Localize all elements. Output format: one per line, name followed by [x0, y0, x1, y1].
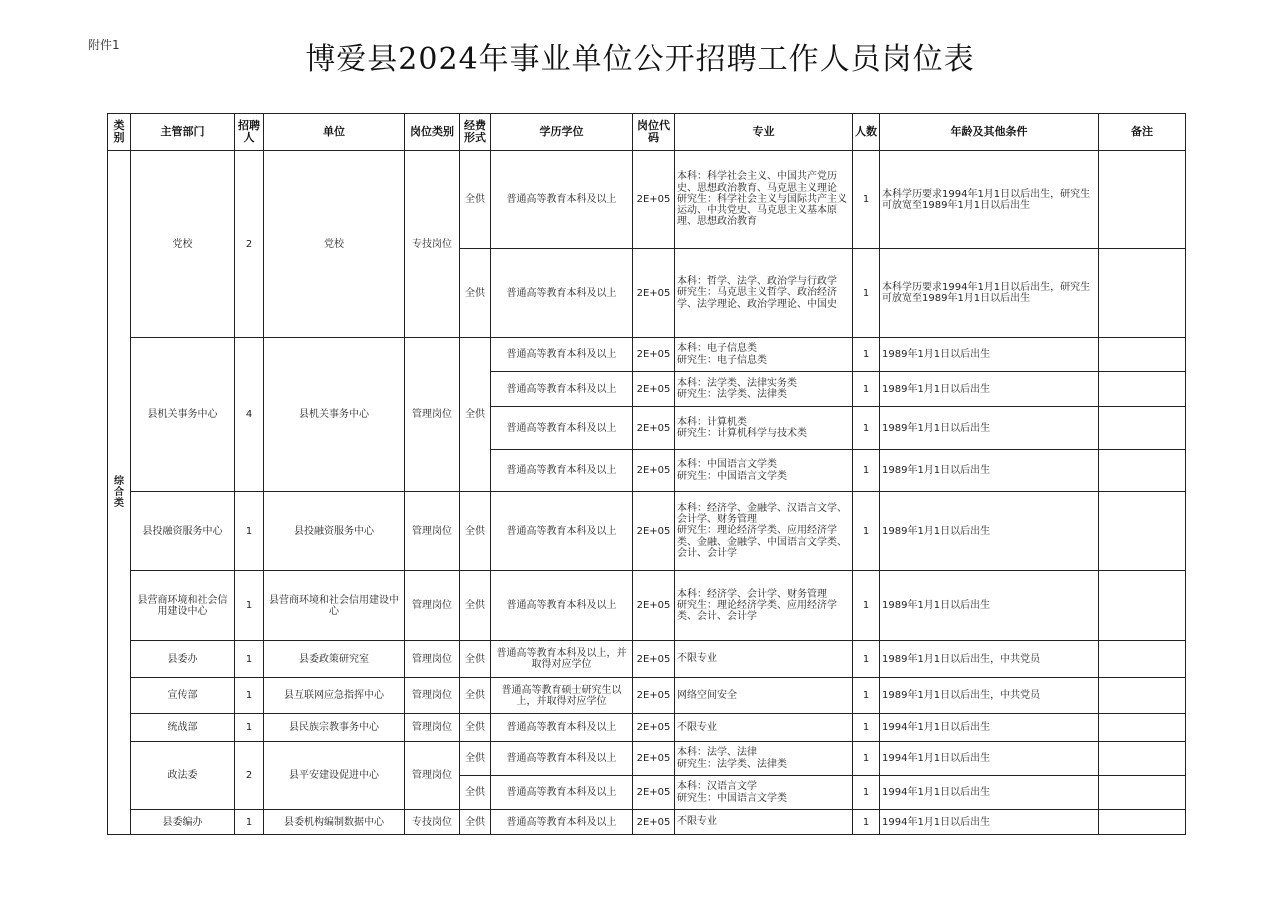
- dept-cell: 县委编办: [131, 810, 235, 835]
- note-cell: [1099, 338, 1186, 372]
- recruit-cell: 1: [235, 492, 264, 571]
- funding-cell: 全供: [460, 151, 491, 249]
- header-code: 岗位代码: [633, 114, 675, 151]
- edu-cell: 普通高等教育本科及以上: [491, 407, 633, 450]
- header-unit: 单位: [264, 114, 405, 151]
- unit-cell: 县机关事务中心: [264, 338, 405, 492]
- note-cell: [1099, 372, 1186, 407]
- major-cell: 网络空间安全: [675, 678, 853, 714]
- edu-cell: 普通高等教育本科及以上: [491, 249, 633, 338]
- header-row: [108, 114, 1186, 151]
- count-cell: 1: [853, 641, 880, 678]
- count-cell: 1: [853, 678, 880, 714]
- major-cell: 本科：经济学、会计学、财务管理 研究生：理论经济学类、应用经济学类、会计、会计学: [675, 571, 853, 641]
- code-cell: 2E+05: [633, 810, 675, 835]
- unit-cell: 县互联网应急指挥中心: [264, 678, 405, 714]
- edu-cell: 普通高等教育本科及以上: [491, 810, 633, 835]
- code-cell: 2E+05: [633, 678, 675, 714]
- count-cell: 1: [853, 338, 880, 372]
- table-row: [108, 338, 1186, 372]
- code-cell: 2E+05: [633, 372, 675, 407]
- unit-cell: 党校: [264, 151, 405, 338]
- note-cell: [1099, 151, 1186, 249]
- header-cond: 年龄及其他条件: [880, 114, 1099, 151]
- cond-cell: 1989年1月1日以后出生: [880, 450, 1099, 492]
- post-type-cell: 管理岗位: [405, 492, 460, 571]
- code-cell: 2E+05: [633, 407, 675, 450]
- funding-cell: 全供: [460, 641, 491, 678]
- code-cell: 2E+05: [633, 249, 675, 338]
- post-type-cell: 管理岗位: [405, 338, 460, 492]
- count-cell: 1: [853, 742, 880, 776]
- cond-cell: 1989年1月1日以后出生: [880, 571, 1099, 641]
- funding-cell: 全供: [460, 742, 491, 776]
- major-cell: 本科：科学社会主义、中国共产党历史、思想政治教育、马克思主义理论 研究生：科学社会主义与国际共产主义运动、中共党史、马克思主义基本原理、思想政治教育: [675, 151, 853, 249]
- cond-cell: 1994年1月1日以后出生: [880, 810, 1099, 835]
- header-major: 专业: [675, 114, 853, 151]
- recruit-cell: 1: [235, 571, 264, 641]
- dept-cell: 县投融资服务中心: [131, 492, 235, 571]
- note-cell: [1099, 492, 1186, 571]
- edu-cell: 普通高等教育本科及以上: [491, 571, 633, 641]
- major-cell: 本科：汉语言文学 研究生：中国语言文学类: [675, 776, 853, 810]
- table-row: [108, 571, 1186, 641]
- count-cell: 1: [853, 810, 880, 835]
- cond-cell: 1989年1月1日以后出生: [880, 407, 1099, 450]
- funding-cell: 全供: [460, 571, 491, 641]
- note-cell: [1099, 571, 1186, 641]
- recruit-cell: 4: [235, 338, 264, 492]
- dept-cell: 统战部: [131, 714, 235, 742]
- edu-cell: 普通高等教育硕士研究生以上，并取得对应学位: [491, 678, 633, 714]
- edu-cell: 普通高等教育本科及以上: [491, 492, 633, 571]
- cond-cell: 1989年1月1日以后出生，中共党员: [880, 678, 1099, 714]
- edu-cell: 普通高等教育本科及以上: [491, 450, 633, 492]
- unit-cell: 县民族宗教事务中心: [264, 714, 405, 742]
- major-cell: 本科：计算机类 研究生：计算机科学与技术类: [675, 407, 853, 450]
- table-row: [108, 742, 1186, 776]
- funding-cell: 全供: [460, 249, 491, 338]
- cond-cell: 1989年1月1日以后出生: [880, 492, 1099, 571]
- note-cell: [1099, 450, 1186, 492]
- header-edu: 学历学位: [491, 114, 633, 151]
- table-row: [108, 714, 1186, 742]
- major-cell: 本科：中国语言文学类 研究生：中国语言文学类: [675, 450, 853, 492]
- unit-cell: 县平安建设促进中心: [264, 742, 405, 810]
- note-cell: [1099, 249, 1186, 338]
- code-cell: 2E+05: [633, 492, 675, 571]
- dept-cell: 政法委: [131, 742, 235, 810]
- note-cell: [1099, 776, 1186, 810]
- major-cell: 本科：法学类、法律实务类 研究生：法学类、法律类: [675, 372, 853, 407]
- annex-label: 附件1: [88, 38, 120, 52]
- cond-cell: 1989年1月1日以后出生: [880, 372, 1099, 407]
- post-type-cell: 管理岗位: [405, 641, 460, 678]
- post-type-cell: 管理岗位: [405, 742, 460, 810]
- cond-cell: 1994年1月1日以后出生: [880, 742, 1099, 776]
- code-cell: 2E+05: [633, 338, 675, 372]
- recruit-cell: 1: [235, 678, 264, 714]
- note-cell: [1099, 742, 1186, 776]
- header-category: 类别: [108, 114, 131, 151]
- funding-cell: 全供: [460, 776, 491, 810]
- count-cell: 1: [853, 151, 880, 249]
- edu-cell: 普通高等教育本科及以上: [491, 151, 633, 249]
- dept-cell: 县机关事务中心: [131, 338, 235, 492]
- recruit-cell: 1: [235, 714, 264, 742]
- code-cell: 2E+05: [633, 571, 675, 641]
- dept-cell: 宣传部: [131, 678, 235, 714]
- edu-cell: 普通高等教育本科及以上: [491, 338, 633, 372]
- funding-cell: 全供: [460, 492, 491, 571]
- cond-cell: 本科学历要求1994年1月1日以后出生，研究生可放宽至1989年1月1日以后出生: [880, 151, 1099, 249]
- post-type-cell: 管理岗位: [405, 571, 460, 641]
- header-dept: 主管部门: [131, 114, 235, 151]
- funding-cell: 全供: [460, 678, 491, 714]
- note-cell: [1099, 810, 1186, 835]
- cond-cell: 本科学历要求1994年1月1日以后出生，研究生可放宽至1989年1月1日以后出生: [880, 249, 1099, 338]
- edu-cell: 普通高等教育本科及以上: [491, 714, 633, 742]
- positions-table: [107, 113, 1186, 835]
- funding-cell: 全供: [460, 338, 491, 492]
- recruit-cell: 2: [235, 742, 264, 810]
- major-cell: 不限专业: [675, 641, 853, 678]
- unit-cell: 县营商环境和社会信用建设中心: [264, 571, 405, 641]
- unit-cell: 县投融资服务中心: [264, 492, 405, 571]
- header-note: 备注: [1099, 114, 1186, 151]
- post-type-cell: 管理岗位: [405, 714, 460, 742]
- cond-cell: 1989年1月1日以后出生: [880, 338, 1099, 372]
- count-cell: 1: [853, 714, 880, 742]
- recruit-cell: 2: [235, 151, 264, 338]
- major-cell: 本科：哲学、法学、政治学与行政学 研究生：马克思主义哲学、政治经济学、法学理论、政治学理论、中国史: [675, 249, 853, 338]
- note-cell: [1099, 407, 1186, 450]
- unit-cell: 县委机构编制数据中心: [264, 810, 405, 835]
- count-cell: 1: [853, 492, 880, 571]
- major-cell: 本科：电子信息类 研究生：电子信息类: [675, 338, 853, 372]
- funding-cell: 全供: [460, 714, 491, 742]
- category-cell: 综 合 类: [108, 151, 131, 835]
- cond-cell: 1989年1月1日以后出生，中共党员: [880, 641, 1099, 678]
- note-cell: [1099, 641, 1186, 678]
- code-cell: 2E+05: [633, 714, 675, 742]
- table-row: [108, 678, 1186, 714]
- major-cell: 本科：法学、法律 研究生：法学类、法律类: [675, 742, 853, 776]
- major-cell: 不限专业: [675, 810, 853, 835]
- edu-cell: 普通高等教育本科及以上: [491, 776, 633, 810]
- dept-cell: 县委办: [131, 641, 235, 678]
- dept-cell: 县营商环境和社会信用建设中心: [131, 571, 235, 641]
- funding-cell: 全供: [460, 810, 491, 835]
- recruit-cell: 1: [235, 810, 264, 835]
- header-recruit: 招聘人: [235, 114, 264, 151]
- table-row: [108, 492, 1186, 571]
- code-cell: 2E+05: [633, 151, 675, 249]
- post-type-cell: 管理岗位: [405, 678, 460, 714]
- major-cell: 本科：经济学、金融学、汉语言文学、会计学、财务管理 研究生：理论经济学类、应用经济学类、金融、金融学、中国语言文学类、会计、会计学: [675, 492, 853, 571]
- note-cell: [1099, 714, 1186, 742]
- code-cell: 2E+05: [633, 641, 675, 678]
- code-cell: 2E+05: [633, 776, 675, 810]
- header-count: 人数: [853, 114, 880, 151]
- edu-cell: 普通高等教育本科及以上，并取得对应学位: [491, 641, 633, 678]
- page-title: 博爱县2024年事业单位公开招聘工作人员岗位表: [305, 42, 975, 77]
- edu-cell: 普通高等教育本科及以上: [491, 372, 633, 407]
- major-cell: 不限专业: [675, 714, 853, 742]
- count-cell: 1: [853, 450, 880, 492]
- code-cell: 2E+05: [633, 450, 675, 492]
- table-row: [108, 641, 1186, 678]
- header-funding: 经费形式: [460, 114, 491, 151]
- note-cell: [1099, 678, 1186, 714]
- code-cell: 2E+05: [633, 742, 675, 776]
- post-type-cell: 专技岗位: [405, 151, 460, 338]
- recruit-cell: 1: [235, 641, 264, 678]
- unit-cell: 县委政策研究室: [264, 641, 405, 678]
- table-row: [108, 151, 1186, 249]
- post-type-cell: 专技岗位: [405, 810, 460, 835]
- edu-cell: 普通高等教育本科及以上: [491, 742, 633, 776]
- cond-cell: 1994年1月1日以后出生: [880, 714, 1099, 742]
- dept-cell: 党校: [131, 151, 235, 338]
- count-cell: 1: [853, 249, 880, 338]
- table-row: [108, 810, 1186, 835]
- count-cell: 1: [853, 571, 880, 641]
- header-post-type: 岗位类别: [405, 114, 460, 151]
- count-cell: 1: [853, 776, 880, 810]
- count-cell: 1: [853, 407, 880, 450]
- count-cell: 1: [853, 372, 880, 407]
- cond-cell: 1994年1月1日以后出生: [880, 776, 1099, 810]
